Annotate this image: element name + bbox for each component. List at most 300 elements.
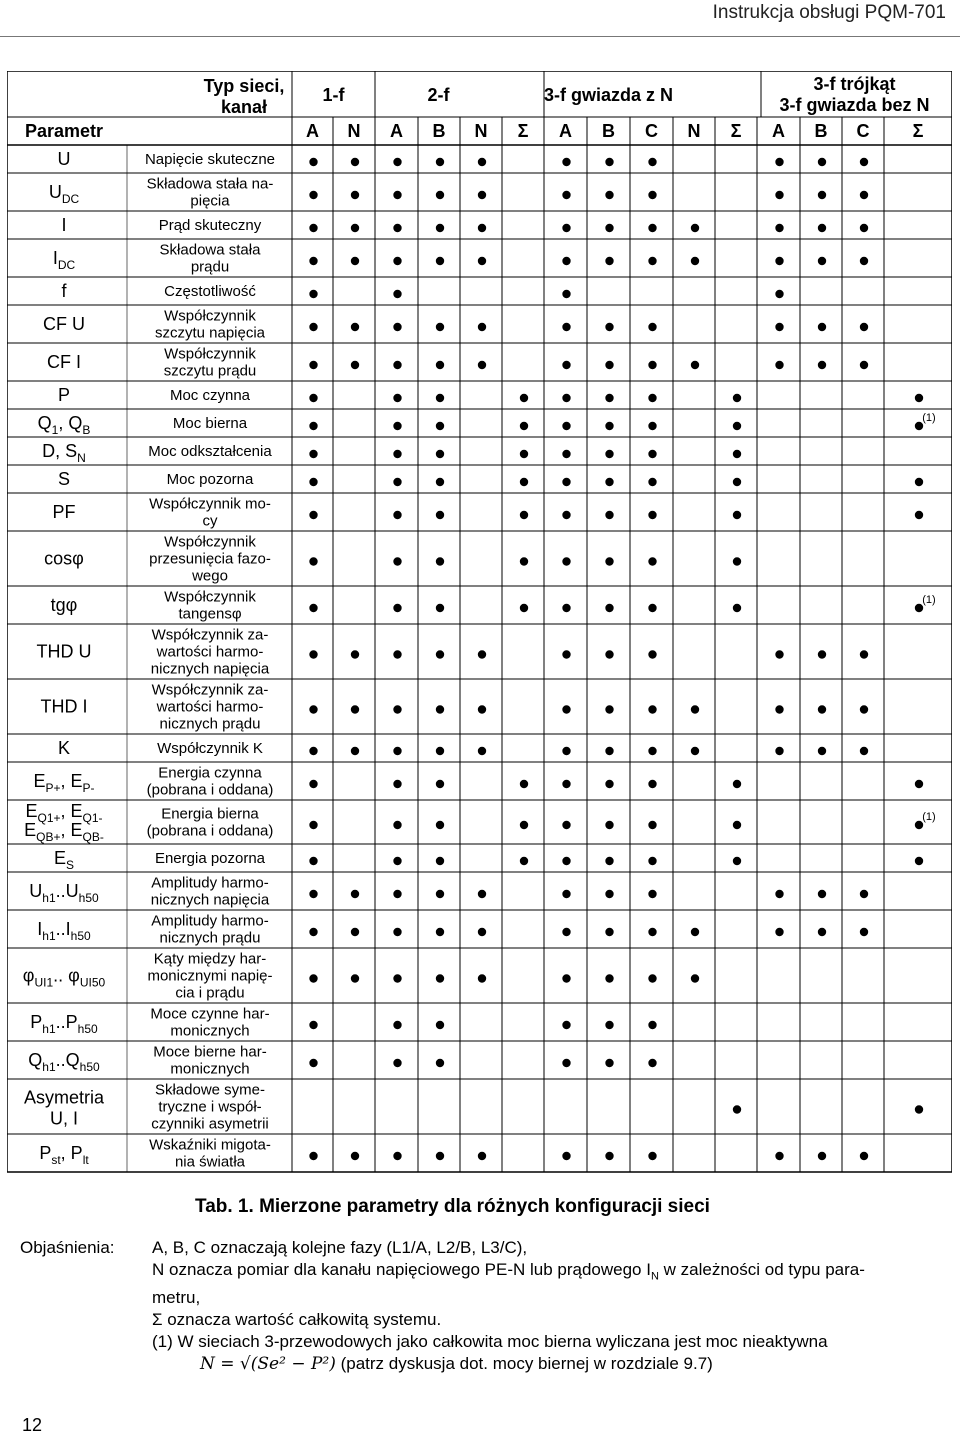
explanation-neutral-cont: metru, — [152, 1288, 201, 1308]
measured-dot — [605, 450, 613, 458]
row-param — [61, 215, 66, 235]
measured-dot — [733, 450, 741, 458]
row-description: monicznych — [170, 1022, 250, 1040]
row-description: Energia pozorna — [154, 850, 266, 867]
explanation-sigma: Σ oznacza wartość całkowitą systemu. — [152, 1310, 442, 1330]
measured-dot — [478, 257, 486, 265]
measured-dot — [818, 890, 826, 898]
column-header: Σ — [730, 121, 742, 141]
row-description: Moc czynna — [169, 387, 251, 404]
measured-dot — [393, 224, 401, 232]
measured-dot — [818, 323, 826, 331]
measured-dot — [860, 928, 868, 936]
measured-dot — [915, 1105, 923, 1113]
measured-dot — [393, 857, 401, 865]
measured-dot — [393, 1152, 401, 1160]
measured-dot — [775, 323, 783, 331]
row-description: Składowa stała — [159, 241, 261, 259]
row-param — [51, 595, 78, 615]
measured-dot — [605, 394, 613, 402]
footnote-mark: (1) — [922, 594, 936, 606]
measured-dot — [520, 478, 528, 486]
measured-dot — [562, 604, 570, 612]
measured-dot — [733, 422, 741, 430]
measured-dot — [309, 780, 317, 788]
row-description: Amplitudy harmo- — [151, 874, 269, 892]
row-description: (pobrana i oddana) — [146, 781, 274, 799]
row-description: wartości harmo- — [156, 643, 264, 661]
measured-dot — [309, 450, 317, 458]
explanation-phases: A, B, C oznaczają kolejne fazy (L1/A, L2/B, L3/C), — [152, 1238, 528, 1257]
measured-dot — [775, 191, 783, 199]
param-symbol: cosφ — [44, 548, 84, 569]
row-description: Współczynnik — [164, 345, 256, 363]
measured-dot — [733, 857, 741, 865]
measured-dot — [393, 478, 401, 486]
measured-dot — [562, 650, 570, 658]
measured-dot — [351, 323, 359, 331]
measured-dot — [478, 224, 486, 232]
measured-dot — [436, 928, 444, 936]
measured-dot — [605, 821, 613, 829]
measured-dot — [775, 650, 783, 658]
measured-dot — [775, 928, 783, 936]
measured-dot — [436, 1152, 444, 1160]
measured-dot — [775, 705, 783, 713]
measured-dot — [691, 705, 699, 713]
measured-dot — [648, 224, 656, 232]
measured-dot — [436, 1059, 444, 1067]
measured-dot — [605, 747, 613, 755]
row-description: Współczynnik — [164, 307, 256, 325]
row-description: Składowe syme- — [154, 1081, 266, 1099]
row-param — [61, 281, 67, 301]
measured-dot — [605, 705, 613, 713]
measured-dot — [733, 557, 741, 565]
row-description: Kąty między har- — [153, 950, 267, 968]
row-param — [24, 801, 104, 844]
corner-type: Typ sieci, — [203, 76, 285, 96]
row-param — [24, 1088, 105, 1129]
measured-dot — [351, 224, 359, 232]
parameters-table — [7, 71, 952, 1179]
measured-dot — [562, 821, 570, 829]
measured-dot — [775, 257, 783, 265]
footnote-mark: (1) — [922, 412, 936, 424]
param-symbol: $E_{P+}$, $E_{P-}$ — [33, 771, 95, 795]
param-symbol: $U_{h1}..U_{h50}$ — [29, 881, 99, 905]
measured-dot — [915, 857, 923, 865]
row-param — [53, 248, 76, 272]
measured-dot — [605, 650, 613, 658]
measured-dot — [393, 928, 401, 936]
row-param — [52, 502, 75, 522]
group-3f-delta: 3-f trójkąt — [813, 74, 896, 94]
measured-dot — [393, 257, 401, 265]
measured-dot — [436, 450, 444, 458]
measured-dot — [818, 257, 826, 265]
measured-dot — [733, 780, 741, 788]
row-description: Amplitudy harmo- — [151, 912, 269, 930]
param-symbol: $P_{st}$, $P_{lt}$ — [39, 1143, 89, 1167]
column-header: Σ — [517, 121, 529, 141]
measured-dot — [648, 557, 656, 565]
measured-dot — [860, 1152, 868, 1160]
row-param — [39, 1143, 89, 1167]
measured-dot — [775, 290, 783, 298]
measured-dot — [478, 191, 486, 199]
row-param — [41, 697, 88, 717]
column-header: B — [602, 121, 615, 141]
measured-dot — [393, 650, 401, 658]
explanation-footnote: (1) W sieciach 3-przewodowych jako całkowita moc bierna wyliczana jest moc nieaktywna — [152, 1332, 828, 1352]
measured-dot — [648, 974, 656, 982]
column-header: A — [772, 121, 785, 141]
measured-dot — [520, 821, 528, 829]
measured-dot — [393, 323, 401, 331]
measured-dot — [691, 257, 699, 265]
row-description: tangensφ — [178, 605, 242, 623]
measured-dot — [605, 1021, 613, 1029]
measured-dot — [860, 650, 868, 658]
row-description: Moce czynne har- — [150, 1005, 270, 1023]
param-symbol: $E_{QB+}$, $E_{QB-}$ — [24, 820, 104, 844]
measured-dot — [691, 974, 699, 982]
measured-dot — [605, 323, 613, 331]
param-symbol: THD I — [40, 696, 88, 717]
page-number: 12 — [22, 1415, 43, 1435]
measured-dot — [605, 1152, 613, 1160]
table-caption — [195, 1196, 710, 1218]
param-symbol: Asymetria — [23, 1087, 105, 1108]
row-param — [58, 385, 70, 405]
measured-dot — [309, 1152, 317, 1160]
row-param — [23, 966, 106, 990]
param-symbol: CF U — [43, 314, 85, 334]
measured-dot — [648, 422, 656, 430]
footnote-mark: (1) — [922, 811, 936, 823]
measured-dot — [309, 361, 317, 369]
row-param — [28, 1050, 100, 1074]
column-header: A — [306, 121, 319, 141]
param-symbol: $Q_1$, $Q_B$ — [37, 413, 91, 437]
measured-dot — [562, 450, 570, 458]
row-description: tryczne i współ- — [158, 1098, 262, 1116]
measured-dot — [562, 257, 570, 265]
measured-dot — [562, 158, 570, 166]
group-3f-star-no-n: 3-f gwiazda bez N — [779, 95, 930, 115]
measured-dot — [860, 323, 868, 331]
caption-text: Mierzone parametry dla różnych konfiguracji sieci — [259, 1196, 710, 1217]
measured-dot — [733, 478, 741, 486]
measured-dot — [605, 557, 613, 565]
measured-dot — [436, 511, 444, 519]
measured-dot — [562, 890, 570, 898]
measured-dot — [436, 361, 444, 369]
row-param — [44, 549, 84, 569]
measured-dot — [436, 191, 444, 199]
row-description: czynniki asymetrii — [151, 1115, 269, 1133]
row-description: Wskaźniki migota- — [149, 1136, 271, 1154]
measured-dot — [775, 361, 783, 369]
measured-dot — [605, 604, 613, 612]
measured-dot — [436, 478, 444, 486]
caption-label: Tab. 1. — [195, 1196, 254, 1217]
measured-dot — [733, 394, 741, 402]
measured-dot — [860, 361, 868, 369]
measured-dot — [915, 478, 923, 486]
measured-dot — [605, 191, 613, 199]
measured-dot — [393, 450, 401, 458]
measured-dot — [351, 650, 359, 658]
row-description: nicznych napięcia — [150, 660, 270, 678]
row-param — [58, 149, 71, 169]
measured-dot — [733, 511, 741, 519]
measured-dot — [605, 890, 613, 898]
measured-dot — [393, 290, 401, 298]
measured-dot — [436, 821, 444, 829]
measured-dot — [309, 323, 317, 331]
column-header: B — [432, 121, 446, 141]
explanation-neutral: N oznacza pomiar dla kanału napięciowego PE-N lub prądowego $I_N$ w zależności od typu para- — [152, 1260, 865, 1283]
row-description: Moc bierna — [172, 415, 248, 432]
row-description: szczytu napięcia — [154, 324, 266, 342]
column-header: B — [814, 121, 828, 141]
row-description: Współczynnik K — [157, 740, 263, 757]
param-symbol: $U_{DC}$ — [48, 182, 80, 206]
measured-dot — [478, 361, 486, 369]
measured-dot — [393, 821, 401, 829]
measured-dot — [393, 747, 401, 755]
row-param — [43, 314, 85, 334]
measured-dot — [351, 1152, 359, 1160]
measured-dot — [605, 974, 613, 982]
measured-dot — [393, 705, 401, 713]
row-description: przesunięcia fazo- — [149, 550, 271, 568]
measured-dot — [393, 604, 401, 612]
param-symbol: P — [57, 385, 71, 405]
header-title: Instrukcja obsługi PQM-701 — [712, 2, 946, 23]
measured-dot — [860, 158, 868, 166]
measured-dot — [562, 928, 570, 936]
measured-dot — [915, 394, 923, 402]
measured-dot — [775, 158, 783, 166]
row-description: Energia bierna — [161, 805, 259, 823]
measured-dot — [562, 1059, 570, 1067]
measured-dot — [393, 890, 401, 898]
measured-dot — [520, 780, 528, 788]
measured-dot — [562, 361, 570, 369]
measured-dot — [309, 705, 317, 713]
measured-dot — [648, 511, 656, 519]
measured-dot — [562, 323, 570, 331]
param-symbol: $I_{DC}$ — [52, 248, 76, 272]
measured-dot — [648, 1059, 656, 1067]
param-symbol: U, I — [49, 1108, 79, 1129]
param-symbol: $E_{Q1+}$, $E_{Q1-}$ — [25, 801, 103, 825]
row-param — [58, 738, 70, 758]
explanations-label: Objaśnienia: — [20, 1238, 115, 1257]
measured-dot — [436, 422, 444, 430]
row-description: szczytu prądu — [163, 362, 257, 380]
measured-dot — [478, 974, 486, 982]
row-description: Współczynnik za- — [151, 626, 269, 644]
measured-dot — [648, 323, 656, 331]
formula: N = √(Se² − P²) — [200, 1354, 336, 1375]
measured-dot — [648, 604, 656, 612]
measured-dot — [309, 604, 317, 612]
measured-dot — [818, 650, 826, 658]
measured-dot — [562, 478, 570, 486]
measured-dot — [733, 604, 741, 612]
measured-dot — [562, 780, 570, 788]
measured-dot — [562, 1152, 570, 1160]
measured-dot — [562, 422, 570, 430]
measured-dot — [562, 857, 570, 865]
measured-dot — [478, 928, 486, 936]
measured-dot — [691, 224, 699, 232]
group-2f: 2-f — [427, 85, 450, 105]
measured-dot — [648, 747, 656, 755]
row-description: Energia czynna — [158, 764, 262, 782]
measured-dot — [309, 158, 317, 166]
measured-dot — [562, 747, 570, 755]
measured-dot — [648, 257, 656, 265]
measured-dot — [648, 1152, 656, 1160]
measured-dot — [648, 705, 656, 713]
row-description: cy — [202, 512, 218, 530]
row-param — [38, 413, 91, 437]
column-header: N — [474, 121, 488, 141]
column-header: A — [390, 121, 403, 141]
measured-dot — [309, 224, 317, 232]
measured-dot — [605, 478, 613, 486]
measured-dot — [436, 394, 444, 402]
row-description: Napięcie skuteczne — [144, 151, 276, 168]
measured-dot — [393, 1021, 401, 1029]
explanation-formula: N = √(Se² − P²) (patrz dyskusja dot. mocy biernej w rozdziale 9.7) — [200, 1354, 713, 1375]
measured-dot — [605, 511, 613, 519]
measured-dot — [309, 821, 317, 829]
row-description: prądu — [190, 258, 230, 276]
measured-dot — [478, 705, 486, 713]
measured-dot — [605, 780, 613, 788]
row-param — [42, 441, 86, 465]
row-param — [49, 182, 80, 206]
row-param — [54, 848, 74, 872]
measured-dot — [562, 705, 570, 713]
param-symbol: THD U — [36, 641, 92, 662]
measured-dot — [393, 394, 401, 402]
measured-dot — [860, 257, 868, 265]
measured-dot — [648, 450, 656, 458]
row-description: nia światła — [174, 1153, 246, 1171]
header-divider — [0, 36, 960, 37]
measured-dot — [436, 604, 444, 612]
measured-dot — [648, 890, 656, 898]
measured-dot — [691, 747, 699, 755]
measured-dot — [605, 928, 613, 936]
measured-dot — [860, 747, 868, 755]
param-symbol: PF — [52, 502, 76, 522]
measured-dot — [818, 158, 826, 166]
param-symbol: I — [61, 215, 67, 235]
measured-dot — [818, 705, 826, 713]
group-1f: 1-f — [322, 85, 345, 105]
measured-dot — [520, 422, 528, 430]
measured-dot — [309, 257, 317, 265]
measured-dot — [309, 422, 317, 430]
measured-dot — [309, 1059, 317, 1067]
row-param — [37, 919, 91, 943]
measured-dot — [818, 191, 826, 199]
measured-dot — [520, 604, 528, 612]
measured-dot — [309, 478, 317, 486]
measured-dot — [309, 747, 317, 755]
measured-dot — [478, 747, 486, 755]
measured-dot — [562, 511, 570, 519]
row-description: monicznymi napię- — [147, 967, 273, 985]
measured-dot — [436, 257, 444, 265]
param-symbol: CF I — [47, 352, 81, 372]
column-header: A — [559, 121, 572, 141]
measured-dot — [648, 158, 656, 166]
measured-dot — [393, 361, 401, 369]
corner-channel: kanał — [220, 97, 268, 117]
measured-dot — [393, 422, 401, 430]
measured-dot — [648, 928, 656, 936]
row-description: Moc pozorna — [166, 471, 254, 488]
measured-dot — [648, 394, 656, 402]
measured-dot — [309, 650, 317, 658]
measured-dot — [478, 1152, 486, 1160]
measured-dot — [562, 557, 570, 565]
measured-dot — [818, 224, 826, 232]
param-symbol: $E_S$ — [53, 848, 75, 872]
row-description: Moc odkształcenia — [148, 443, 272, 460]
measured-dot — [351, 257, 359, 265]
row-description: pięcia — [190, 192, 230, 210]
measured-dot — [775, 747, 783, 755]
measured-dot — [648, 821, 656, 829]
measured-dot — [648, 361, 656, 369]
param-symbol: $P_{h1}..P_{h50}$ — [30, 1012, 98, 1036]
measured-dot — [648, 191, 656, 199]
param-symbol: D, $S_N$ — [42, 441, 86, 465]
measured-dot — [520, 557, 528, 565]
measured-dot — [605, 224, 613, 232]
row-param — [47, 352, 81, 372]
measured-dot — [393, 1059, 401, 1067]
row-param — [37, 642, 92, 662]
measured-dot — [520, 450, 528, 458]
measured-dot — [860, 224, 868, 232]
row-description: nicznych prądu — [159, 715, 261, 733]
measured-dot — [520, 394, 528, 402]
measured-dot — [478, 650, 486, 658]
measured-dot — [436, 780, 444, 788]
param-symbol: K — [57, 738, 71, 758]
measured-dot — [478, 323, 486, 331]
row-description: (pobrana i oddana) — [146, 822, 274, 840]
measured-dot — [309, 191, 317, 199]
param-symbol: tgφ — [50, 595, 78, 615]
measured-dot — [818, 1152, 826, 1160]
measured-dot — [351, 158, 359, 166]
measured-dot — [733, 1105, 741, 1113]
measured-dot — [562, 191, 570, 199]
measured-dot — [775, 1152, 783, 1160]
